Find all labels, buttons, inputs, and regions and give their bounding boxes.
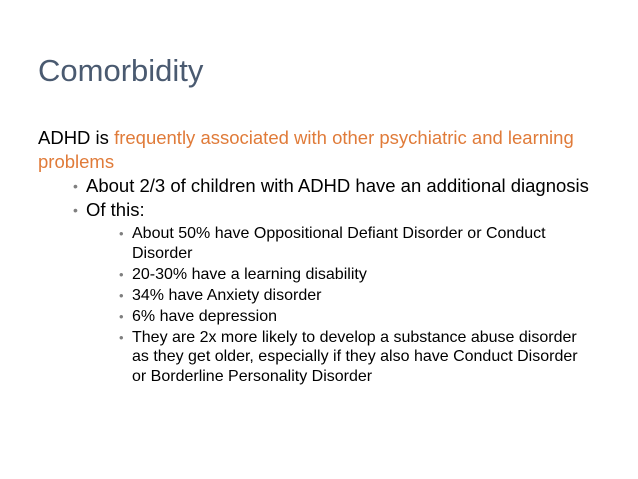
bullet-dot-icon: • [119, 287, 124, 303]
bullet-item [38, 198, 608, 222]
bullet-dot-icon: • [119, 329, 124, 345]
bullet-dot-icon: • [73, 202, 78, 218]
sub-bullet-text: They are 2x more likely to develop a substance abuse disorder as they get older, especially if they also have Conduct Disorder or Borderline Personality Disorder [132, 328, 578, 385]
sub-bullet-text: 6% have depression [132, 307, 277, 325]
sub-bullet-item [38, 307, 608, 327]
bullet-item [38, 174, 608, 198]
sub-bullet-item [38, 328, 608, 387]
intro-paragraph [38, 126, 608, 174]
bullet-dot-icon: • [119, 226, 124, 241]
sub-bullet-list [38, 224, 608, 386]
bullet-dot-icon: • [73, 178, 78, 194]
intro-prefix: ADHD is [38, 127, 115, 148]
sub-bullet-text: 20-30% have a learning disability [132, 265, 367, 283]
bullet-dot-icon: • [119, 308, 124, 324]
intro-highlight: frequently associated with other psychiatric and learning problems [38, 127, 574, 172]
bullet-text: About 2/3 of children with ADHD have an additional diagnosis [86, 175, 589, 196]
sub-bullet-item [38, 286, 608, 306]
bullet-dot-icon: • [119, 266, 124, 282]
bullet-text: Of this: [86, 199, 145, 220]
sub-bullet-text: 34% have Anxiety disorder [132, 286, 322, 304]
bullet-list [38, 174, 608, 222]
slide-body [38, 126, 608, 388]
sub-bullet-item [38, 265, 608, 285]
sub-bullet-text: About 50% have Oppositional Defiant Disorder or Conduct Disorder [132, 225, 546, 262]
sub-bullet-item [38, 224, 608, 263]
slide-title: Comorbidity [38, 53, 204, 88]
